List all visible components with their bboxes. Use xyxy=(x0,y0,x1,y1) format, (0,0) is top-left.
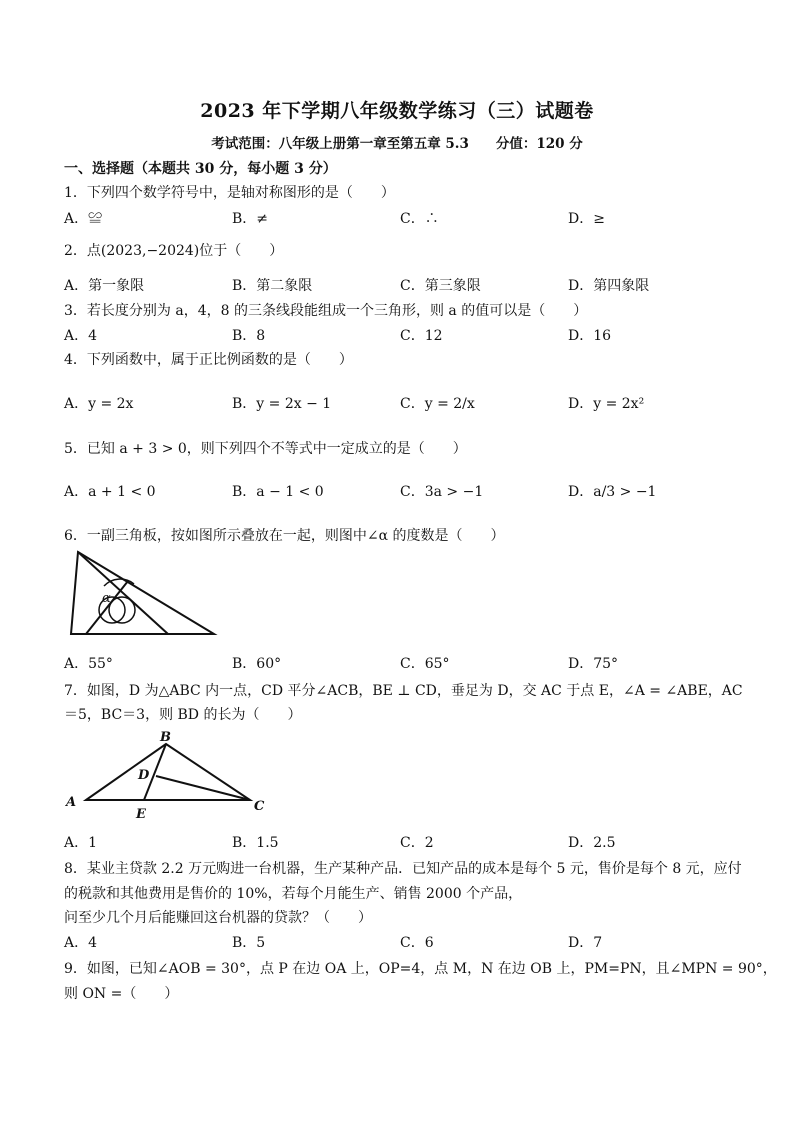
question-5-stem: 5．已知 a + 3 > 0，则下列四个不等式中一定成立的是（ ） xyxy=(64,441,467,457)
q7-segment-cd xyxy=(156,776,250,800)
question-8-line-1: 8．某业主贷款 2.2 万元购进一台机器，生产某种产品．已知产品的成本是每个 5 元，售价是每个 8 元，应付 xyxy=(64,861,742,877)
question-8-line-3: 问至少几个月后能赚回这台机器的贷款？（ ） xyxy=(64,910,372,926)
question-7-stem-line-1: 7．如图，D 为△ABC 内一点，CD 平分∠ACB，BE ⊥ CD，垂足为 D，交 AC 于点 E，∠A = ∠ABE，AC xyxy=(64,683,743,699)
section-heading-choice: 一、选择题（本题共 30 分，每小题 3 分） xyxy=(64,161,337,177)
q7-option-d: D．2.5 xyxy=(568,835,616,851)
q6-option-b: B．60° xyxy=(232,656,282,672)
q7-option-a: A．1 xyxy=(64,835,98,851)
q5-option-b: B．a − 1 < 0 xyxy=(232,484,324,500)
q4-option-c: C．y = 2/x xyxy=(400,396,475,412)
q7-label-a: A xyxy=(66,795,77,810)
question-6-stem: 6．一副三角板，按如图所示叠放在一起，则图中∠α 的度数是（ ） xyxy=(64,528,505,544)
q3-option-a: A．4 xyxy=(64,328,98,344)
q7-option-c: C．2 xyxy=(400,835,434,851)
q2-option-d: D．第四象限 xyxy=(568,278,650,294)
q7-triangle-abc xyxy=(86,744,250,800)
q2-option-c: C．第三象限 xyxy=(400,278,481,294)
exam-scope: 考试范围：八年级上册第一章至第五章 5.3 分值：120 分 xyxy=(211,136,583,152)
q4-option-d: D．y = 2x² xyxy=(568,396,645,412)
q5-option-d: D．a/3 > −1 xyxy=(568,484,657,500)
question-9-line-1: 9．如图，已知∠AOB = 30°，点 P 在边 OA 上，OP=4，点 M，N 在边 OB 上，PM=PN，且∠MPN = 90°， xyxy=(64,961,777,977)
q8-option-c: C．6 xyxy=(400,935,434,951)
question-2-stem: 2．点(2023,−2024)位于（ ） xyxy=(64,243,284,259)
q8-option-a: A．4 xyxy=(64,935,98,951)
q4-option-a: A．y = 2x xyxy=(64,396,134,412)
q3-option-d: D．16 xyxy=(568,328,612,344)
q7-option-b: B．1.5 xyxy=(232,835,279,851)
question-1-stem: 1．下列四个数学符号中，是轴对称图形的是（ ） xyxy=(64,185,395,201)
q6-option-a: A．55° xyxy=(64,656,113,672)
q5-option-a: A．a + 1 < 0 xyxy=(64,484,156,500)
q7-label-c: C xyxy=(254,799,265,814)
q7-label-d: D xyxy=(138,768,150,783)
q3-option-b: B．8 xyxy=(232,328,266,344)
q3-option-c: C．12 xyxy=(400,328,443,344)
question-8-line-2: 的税款和其他费用是售价的 10%，若每个月能生产、销售 2000 个产品， xyxy=(64,886,523,902)
q6-option-c: C．65° xyxy=(400,656,450,672)
q7-label-b: B xyxy=(160,730,171,745)
q4-option-b: B．y = 2x − 1 xyxy=(232,396,332,412)
q6-triangle-figure xyxy=(64,548,224,640)
q6-option-d: D．75° xyxy=(568,656,619,672)
question-4-stem: 4．下列函数中，属于正比例函数的是（ ） xyxy=(64,352,353,368)
q1-option-b: B．≠ xyxy=(232,211,269,227)
q6-alpha-label: α xyxy=(102,591,111,606)
q1-option-c: C．∴ xyxy=(400,211,439,227)
q6-inner-line-1 xyxy=(78,552,168,634)
q2-option-a: A．第一象限 xyxy=(64,278,145,294)
q8-option-b: B．5 xyxy=(232,935,266,951)
question-3-stem: 3．若长度分别为 a，4，8 的三条线段能组成一个三角形，则 a 的值可以是（ ） xyxy=(64,303,588,319)
q1-option-d: D．≥ xyxy=(568,211,605,227)
q8-option-d: D．7 xyxy=(568,935,603,951)
page-title: 2023 年下学期八年级数学练习（三）试题卷 xyxy=(200,100,594,122)
question-7-stem-line-2: ＝5，BC＝3，则 BD 的长为（ ） xyxy=(64,707,302,723)
q1-option-a: A．≌ xyxy=(64,211,103,227)
q5-option-c: C．3a > −1 xyxy=(400,484,484,500)
q2-option-b: B．第二象限 xyxy=(232,278,313,294)
q6-inner-line-2 xyxy=(86,581,128,634)
q7-label-e: E xyxy=(136,807,146,822)
q7-triangle-figure xyxy=(64,728,274,824)
question-9-line-2: 则 ON =（ ） xyxy=(64,986,179,1002)
